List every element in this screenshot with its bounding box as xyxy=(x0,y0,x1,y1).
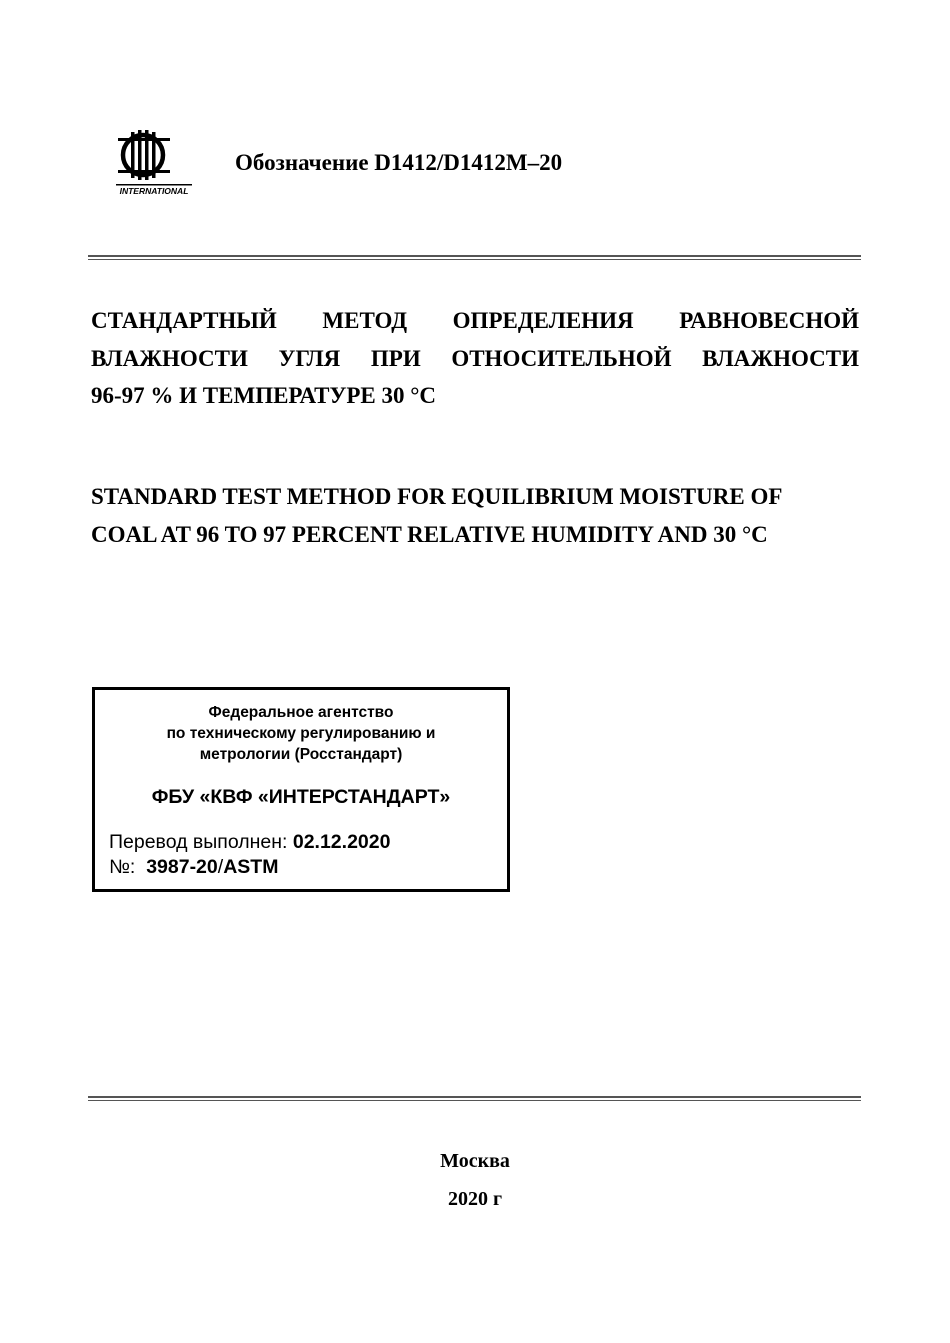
svg-text:INTERNATIONAL: INTERNATIONAL xyxy=(119,186,189,196)
agency-line: по техническому регулированию и xyxy=(166,725,436,742)
title-russian xyxy=(91,302,859,415)
title-ru-line: ВЛАЖНОСТИ УГЛЯ ПРИ ОТНОСИТЕЛЬНОЙ ВЛАЖНОСТИ xyxy=(91,345,859,371)
title-ru-line: 96-97 % И ТЕМПЕРАТУРЕ 30 °С xyxy=(91,383,437,408)
number-value: 3987-20 xyxy=(146,856,218,878)
organization-name: ФБУ «КВФ «ИНТЕРСТАНДАРТ» xyxy=(151,786,451,808)
astm-logo xyxy=(112,128,198,198)
title-en-line: COAL AT 96 TO 97 PERCENT RELATIVE HUMIDITY AND 30 °C xyxy=(91,521,768,547)
translation-date-line xyxy=(109,830,390,854)
agency-name xyxy=(95,702,507,765)
number-suffix: ASTM xyxy=(223,856,279,878)
designation: Обозначение D1412/D1412M–20 xyxy=(235,150,563,175)
number-separator: / xyxy=(217,856,224,878)
bottom-rule xyxy=(88,1096,861,1101)
translation-number-line xyxy=(109,855,278,879)
title-english xyxy=(91,478,871,553)
year: 2020 г xyxy=(447,1188,503,1210)
number-label: №: xyxy=(109,856,136,878)
city: Москва xyxy=(440,1150,510,1172)
astm-international-logo-icon xyxy=(112,128,198,198)
translation-date: 02.12.2020 xyxy=(292,831,391,853)
top-rule xyxy=(88,255,861,260)
agency-line: Федеральное агентство xyxy=(208,704,394,721)
translation-label: Перевод выполнен: xyxy=(109,831,288,853)
translation-stamp xyxy=(92,687,510,892)
agency-line: метрологии (Росстандарт) xyxy=(199,746,403,763)
title-en-line: STANDARD TEST METHOD FOR EQUILIBRIUM MOISTURE OF xyxy=(91,484,783,509)
title-ru-line: СТАНДАРТНЫЙ МЕТОД ОПРЕДЕЛЕНИЯ РАВНОВЕСНОЙ xyxy=(91,308,859,333)
